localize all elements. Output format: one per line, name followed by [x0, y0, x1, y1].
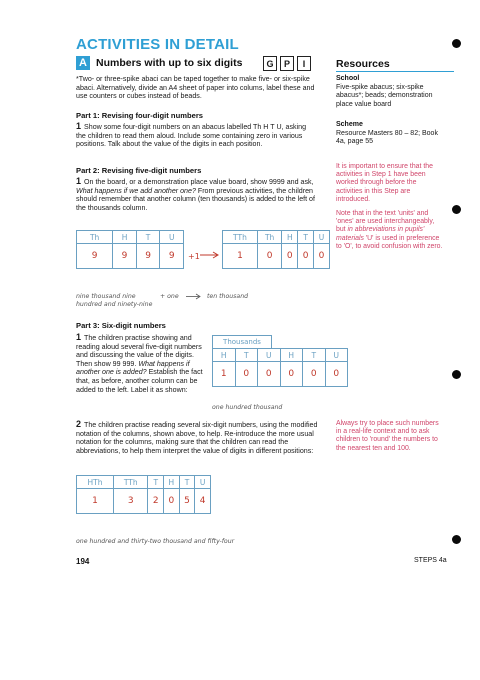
part3-question: What happens if another one is added?	[76, 359, 190, 377]
caption-four-digit: nine thousand nine hundred and ninety-nine	[76, 293, 153, 308]
book-label: STEPS 4a	[414, 557, 447, 564]
grid-digit: 9	[136, 244, 160, 269]
grid-digit: 1	[77, 489, 114, 514]
grid-digit: 2	[148, 489, 164, 514]
grid-header: T	[179, 476, 195, 489]
binder-hole-upper	[452, 205, 461, 214]
grid-digit: 9	[77, 244, 113, 269]
grid-digit: 5	[179, 489, 195, 514]
part2-heading: Part 2: Revising five-digit numbers	[76, 166, 202, 175]
caption-five-digit: ten thousand	[207, 293, 249, 300]
section-heading	[76, 56, 242, 70]
grid-digit: 0	[325, 362, 348, 387]
grid-header: H	[280, 349, 303, 362]
grid-header: HTh	[77, 476, 114, 489]
place-value-grid-six-digit-modified	[212, 348, 348, 387]
grouping-tags	[263, 56, 311, 71]
place-value-grid-four-digit	[76, 230, 184, 269]
part2-question: What happens if we add another one?	[76, 186, 196, 195]
grid-digit: 0	[164, 489, 180, 514]
grid-digit: 0	[258, 362, 281, 387]
part3-step2-body	[76, 420, 321, 455]
grid-header: U	[160, 231, 184, 244]
place-value-grid-five-digit	[222, 230, 330, 269]
part2-text-a: On the board, or a demonstration place value board, show 9999 and ask,	[84, 178, 314, 186]
part3-text-a: The children practise showing and reading aloud several five-digit numbers and discussing the value of the digits. Then show 99 999.	[76, 334, 202, 368]
grid-header: Th	[77, 231, 113, 244]
grid-header: H	[113, 231, 137, 244]
grid-digit: 0	[282, 244, 298, 269]
grid-digit: 4	[195, 489, 211, 514]
grid-header: U	[314, 231, 330, 244]
resources-title: Resources	[336, 58, 390, 70]
grid-header: H	[282, 231, 298, 244]
part3-step2-text: The children practise reading several six-digit numbers, using the modified notation of the columns, shown above, to help. Re-introduce the more usual notation for the columns, making sure that the children can read the abbreviations, to help them interpret the value of digits in different positions:	[76, 421, 318, 455]
note-notation-italic: in abbreviations in pupils' materials	[336, 226, 425, 242]
grid-header: U	[325, 349, 348, 362]
note-notation-text-a: Note that in the text 'units' and 'ones' are used interchangeably, but	[336, 210, 435, 234]
plus-one-label: +1	[188, 252, 200, 261]
grid-digit: 1	[213, 362, 236, 387]
part3-step-number: 1	[76, 332, 82, 342]
caption-plus-one: + one	[160, 293, 179, 300]
grid-header: U	[195, 476, 211, 489]
grid-header: T	[298, 231, 314, 244]
grid-digit: 0	[280, 362, 303, 387]
resources-school-text: Five-spike abacus; six-spike abacus*; beads; demonstration place value board	[336, 84, 433, 108]
resources-school-heading: School	[336, 75, 360, 82]
resources-divider	[336, 71, 454, 72]
tag-group: G	[263, 56, 277, 71]
part2-step-number: 1	[76, 176, 82, 186]
grid-header: H	[213, 349, 236, 362]
grid-digit: 9	[160, 244, 184, 269]
grid-digit: 0	[298, 244, 314, 269]
grid-digit: 0	[257, 244, 281, 269]
teacher-note-notation	[336, 210, 444, 251]
page-number: 194	[76, 557, 90, 566]
teacher-note-context: Always try to place such numbers in a real-life context and to ask children to 'round' the numbers to the nearest ten and 100.	[336, 420, 439, 452]
tag-individual: I	[297, 56, 311, 71]
grid-digit: 0	[235, 362, 258, 387]
resources-scheme-text: Resource Masters 80 – 82; Book 4a, page 55	[336, 130, 438, 146]
part1-text: Show some four-digit numbers on an abacus labelled Th H T U, asking the children to read them aloud. Include some containing zero in various positions. Talk about the value of the digits in each position.	[76, 123, 307, 149]
grid-digit: 0	[314, 244, 330, 269]
part1-step-number: 1	[76, 121, 82, 131]
part1-heading: Part 1: Revising four-digit numbers	[76, 111, 203, 120]
tag-pair: P	[280, 56, 294, 71]
thousands-label: Thousands	[212, 335, 272, 348]
grid-header: H	[164, 476, 180, 489]
part3-body	[76, 333, 206, 394]
grid-digit: 0	[303, 362, 326, 387]
place-value-grid-six-digit	[76, 475, 211, 514]
grid-header: T	[148, 476, 164, 489]
caption-six-digit-example: one hundred and thirty-two thousand and fifty-four	[76, 538, 235, 545]
teacher-note-prerequisite: It is important to ensure that the activities in Step 1 have been worked through before the activities in this Step are introduced.	[336, 163, 433, 203]
grid-header: U	[258, 349, 281, 362]
grid-digit: 9	[113, 244, 137, 269]
binder-hole-bottom	[452, 535, 461, 544]
note-notation-text-b: 'U' is used in preference to 'O', to avoid confusion with zero.	[336, 234, 443, 250]
section-title: Numbers with up to six digits	[96, 57, 243, 69]
caption-six-digit: one hundred thousand	[212, 404, 283, 411]
grid-header: TTh	[114, 476, 148, 489]
part1-body	[76, 122, 316, 149]
part3-text-b: Establish the fact that, as before, another column can be added to the left. Label it as shown:	[76, 368, 203, 394]
grid-digit: 1	[223, 244, 258, 269]
grid-header: T	[136, 231, 160, 244]
grid-header: T	[303, 349, 326, 362]
resources-scheme-heading: Scheme	[336, 121, 363, 128]
part3-step2-number: 2	[76, 419, 82, 429]
binder-hole-lower	[452, 370, 461, 379]
grid-header: T	[235, 349, 258, 362]
part3-heading: Part 3: Six-digit numbers	[76, 321, 166, 330]
page-title: ACTIVITIES IN DETAIL	[76, 36, 239, 53]
grid-header: TTh	[223, 231, 258, 244]
arrow-right-icon	[186, 293, 202, 300]
part2-text-b: From previous activities, the children should remember that another column (ten thousands) is added to the left of the thousands column.	[76, 186, 315, 212]
grid-header: Th	[257, 231, 281, 244]
arrow-right-icon	[200, 251, 220, 259]
part2-body	[76, 177, 316, 212]
binder-hole-top	[452, 39, 461, 48]
section-letter-box: A	[76, 56, 90, 70]
grid-digit: 3	[114, 489, 148, 514]
intro-text: *Two- or three-spike abaci can be taped together to make five- or six-spike abaci. Alternatively, divide an A4 sheet of paper into colums, label these and use counters or cubes instead of beads.	[76, 75, 315, 101]
